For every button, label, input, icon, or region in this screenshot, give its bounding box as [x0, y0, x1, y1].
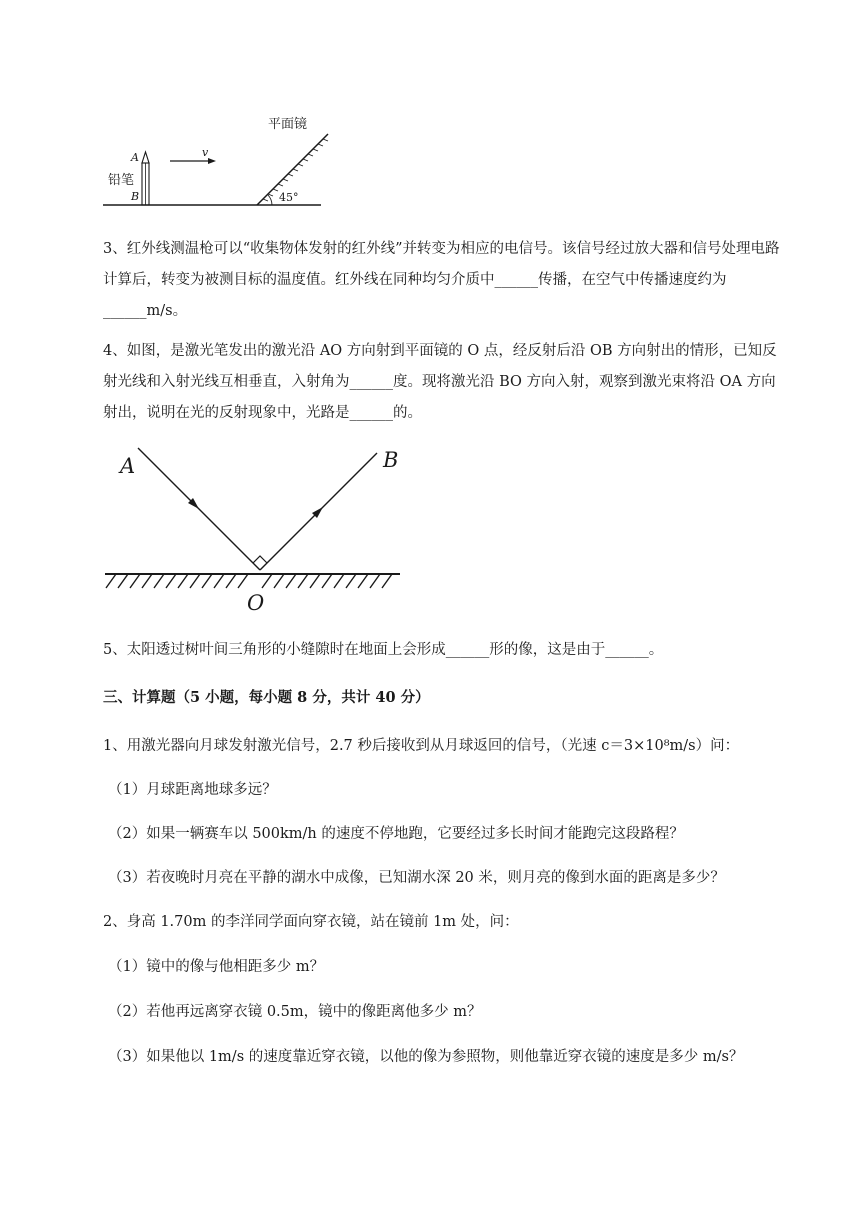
- point-o-label: O: [247, 591, 265, 615]
- calc-1-sub-1: （1）月球距离地球多远？: [108, 782, 277, 798]
- mirror-hatching: [106, 574, 392, 588]
- calc-1-stem: 1、用激光器向月球发射激光信号，2.7 秒后接收到从月球返回的信号，（光速 c＝3×10⁸m/s）问：: [103, 738, 740, 754]
- question-5: 5、太阳透过树叶间三角形的小缝隙时在地面上会形成______形的像，这是由于______。: [103, 642, 664, 658]
- calc-2-sub-1: （1）镜中的像与他相距多少 m？: [108, 959, 325, 975]
- right-angle-mark: [253, 556, 267, 563]
- calc-1-sub-3: （3）若夜晚时月亮在平静的湖水中成像，已知湖水深 20 米，则月亮的像到水面的距离是多少？: [108, 870, 725, 886]
- question-3: 3、红外线测温枪可以“收集物体发射的红外线”并转变为相应的电信号。该信号经过放大器和信号处理电路计算后，转变为被测目标的温度值。红外线在同种均匀介质中______传播，在空气中传播速度约为______m/s。: [103, 241, 780, 319]
- angle-label: 45°: [279, 191, 299, 204]
- calc-2-sub-3: （3）如果他以 1m/s 的速度靠近穿衣镜，以他的像为参照物，则他靠近穿衣镜的速度是多少 m/s？: [108, 1049, 744, 1065]
- point-a-label: A: [120, 454, 136, 478]
- pencil-label: 铅笔: [108, 173, 135, 188]
- calc-2-stem: 2、身高 1.70m 的李洋同学面向穿衣镜，站在镜前 1m 处，问：: [103, 914, 519, 930]
- velocity-arrow-icon: [170, 158, 216, 164]
- point-b-label: B: [383, 448, 399, 472]
- velocity-label: v: [202, 146, 209, 159]
- section-3-title: 三、计算题（5 小题，每小题 8 分，共计 40 分）: [103, 689, 430, 706]
- mirror-label: 平面镜: [268, 117, 308, 132]
- angle-arc: [268, 195, 272, 205]
- calc-1-sub-2: （2）如果一辆赛车以 500km/h 的速度不停地跑，它要经过多长时间才能跑完这段路程？: [108, 826, 684, 842]
- pencil-icon: [142, 152, 149, 205]
- point-a-label: A: [131, 151, 139, 164]
- pencil-mirror-figure: [100, 108, 340, 213]
- laser-reflection-svg: [100, 440, 405, 615]
- laser-reflection-figure: [100, 440, 405, 615]
- calc-2-sub-2: （2）若他再远离穿衣镜 0.5m，镜中的像距离他多少 m？: [108, 1004, 482, 1020]
- pencil-mirror-svg: [100, 108, 340, 213]
- point-b-label: B: [131, 190, 140, 203]
- question-4: 4、如图，是激光笔发出的激光沿 AO 方向射到平面镜的 O 点，经反射后沿 OB 方向射出的情形，已知反射光线和入射光线互相垂直，入射角为______度。现将激光沿 BO 方向入射，观察到激光束将沿 OA 方向射出，说明在光的反射现象中，光路是______的。: [103, 343, 777, 421]
